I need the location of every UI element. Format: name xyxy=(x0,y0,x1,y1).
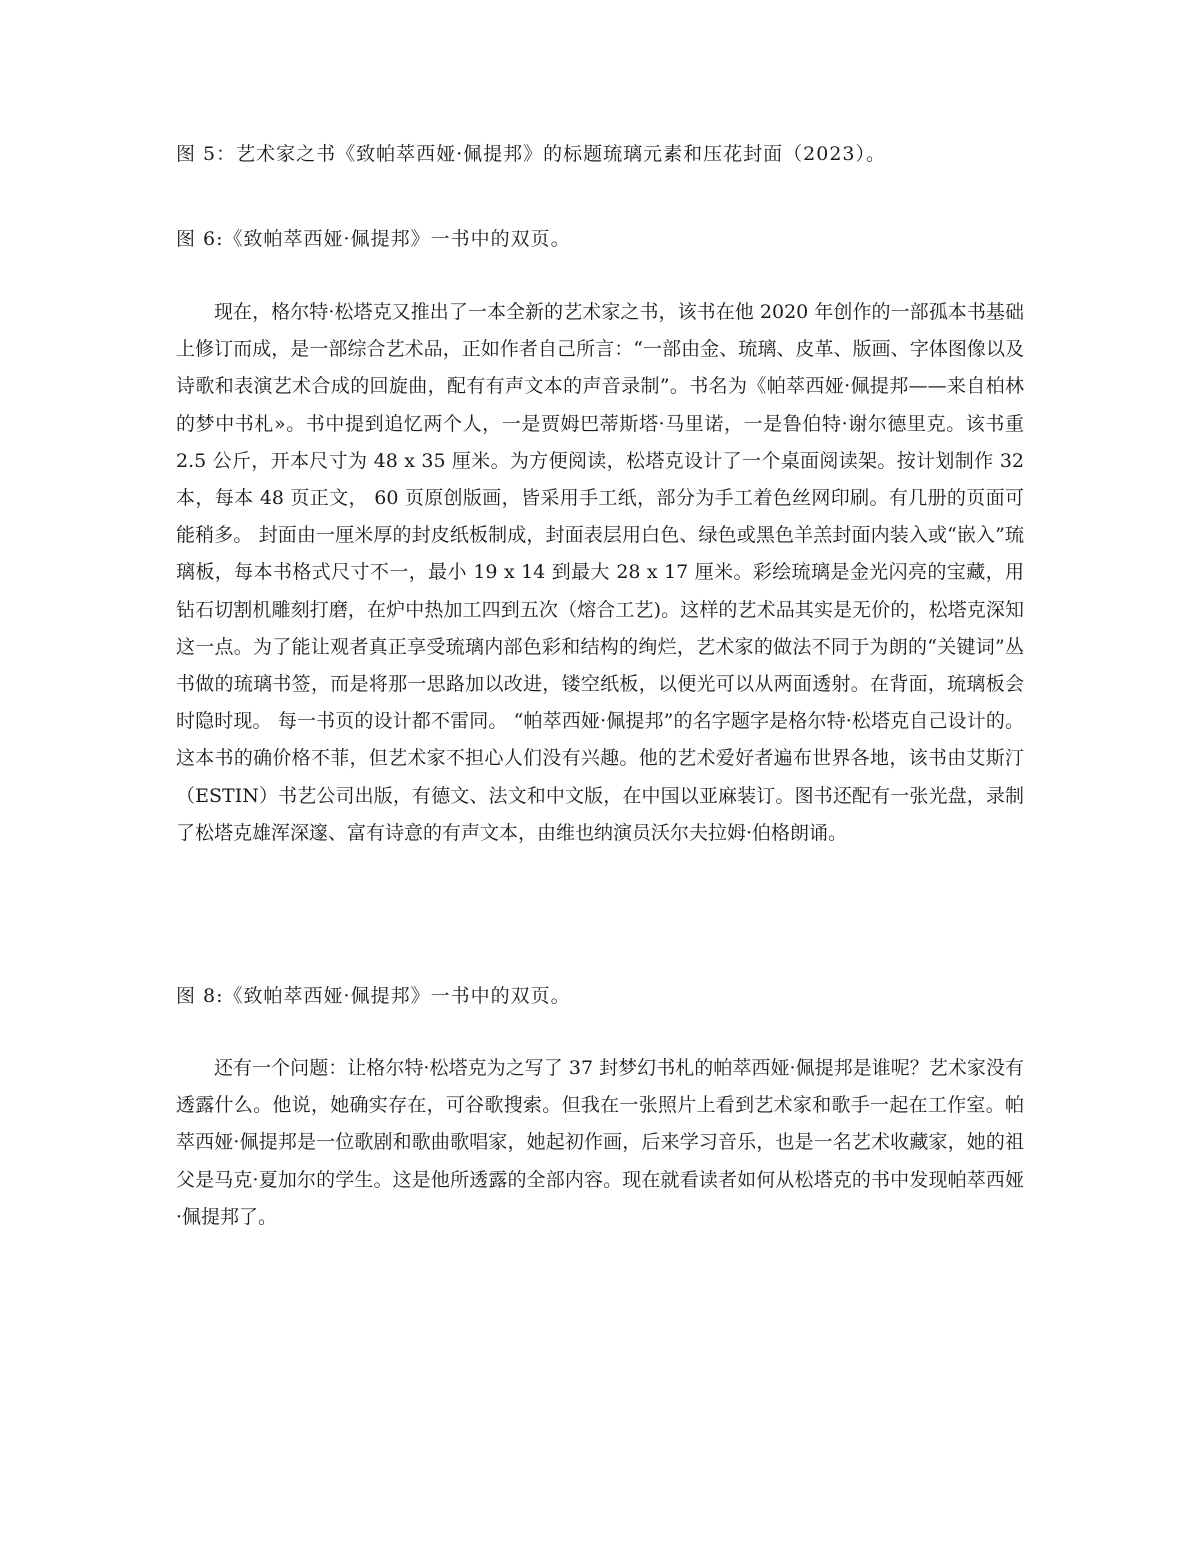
body-paragraph-1: 现在，格尔特·松塔克又推出了一本全新的艺术家之书，该书在他 2020 年创作的一部孤本书基础上修订而成，是一部综合艺术品，正如作者自己所言：“一部由金、琉璃、皮革、版画、字体图像以及诗歌和表演艺术合成的回旋曲，配有有声文本的声音录制”。书名为《帕萃西娅·佩提邦——来自柏林的梦中书札»。书中提到追忆两个人，一是贾姆巴蒂斯塔·马里诺，一是鲁伯特·谢尔德里克。该书重 2.5 公斤，开本尺寸为 48 x 35 厘米。为方便阅读，松塔克设计了一个桌面阅读架。按计划制作 32 本，每本 48 页正文， 60 页原创版画，皆采用手工纸，部分为手工着色丝网印刷。有几册的页面可能稍多。 封面由一厘米厚的封皮纸板制成，封面表层用白色、绿色或黑色羊羔封面内装入或“嵌入”琉璃板，每本书格式尺寸不一，最小 19 x 14 到最大 28 x 17 厘米。彩绘琉璃是金光闪亮的宝藏，用钻石切割机雕刻打磨，在炉中热加工四到五次（熔合工艺)。这样的艺术品其实是无价的，松塔克深知这一点。为了能让观者真正享受琉璃内部色彩和结构的绚烂，艺术家的做法不同于为朗的“关键词”丛书做的琉璃书签，而是将那一思路加以改进，镂空纸板，以便光可以从两面透射。在背面，琉璃板会时隐时现。 每一书页的设计都不雷同。 “帕萃西娅·佩提邦”的名字题字是格尔特·松塔克自己设计的。这本书的确价格不菲，但艺术家不担心人们没有兴趣。他的艺术爱好者遍布世界各地，该书由艾斯汀（ESTIN）书艺公司出版，有德文、法文和中文版，在中国以亚麻装订。图书还配有一张光盘，录制了松塔克雄浑深邃、富有诗意的有声文本，由维也纳演员沃尔夫拉姆·伯格朗诵。 xyxy=(176,301,1024,844)
figure-5-caption: 图 5：艺术家之书《致帕萃西娅·佩提邦》的标题琉璃元素和压花封面（2023）。 xyxy=(176,143,887,165)
figure-8-caption: 图 8:《致帕萃西娅·佩提邦》一书中的双页。 xyxy=(176,985,571,1007)
figure-6-caption: 图 6:《致帕萃西娅·佩提邦》一书中的双页。 xyxy=(176,228,571,250)
body-paragraph-2: 还有一个问题：让格尔特·松塔克为之写了 37 封梦幻书札的帕萃西娅·佩提邦是谁呢？艺术家没有透露什么。他说，她确实存在，可谷歌搜索。但我在一张照片上看到艺术家和歌手一起在工作室。帕萃西娅·佩提邦是一位歌剧和歌曲歌唱家，她起初作画，后来学习音乐，也是一名艺术收藏家，她的祖父是马克·夏加尔的学生。这是他所透露的全部内容。现在就看读者如何从松塔克的书中发现帕萃西娅·佩提邦了。 xyxy=(176,1057,1024,1228)
